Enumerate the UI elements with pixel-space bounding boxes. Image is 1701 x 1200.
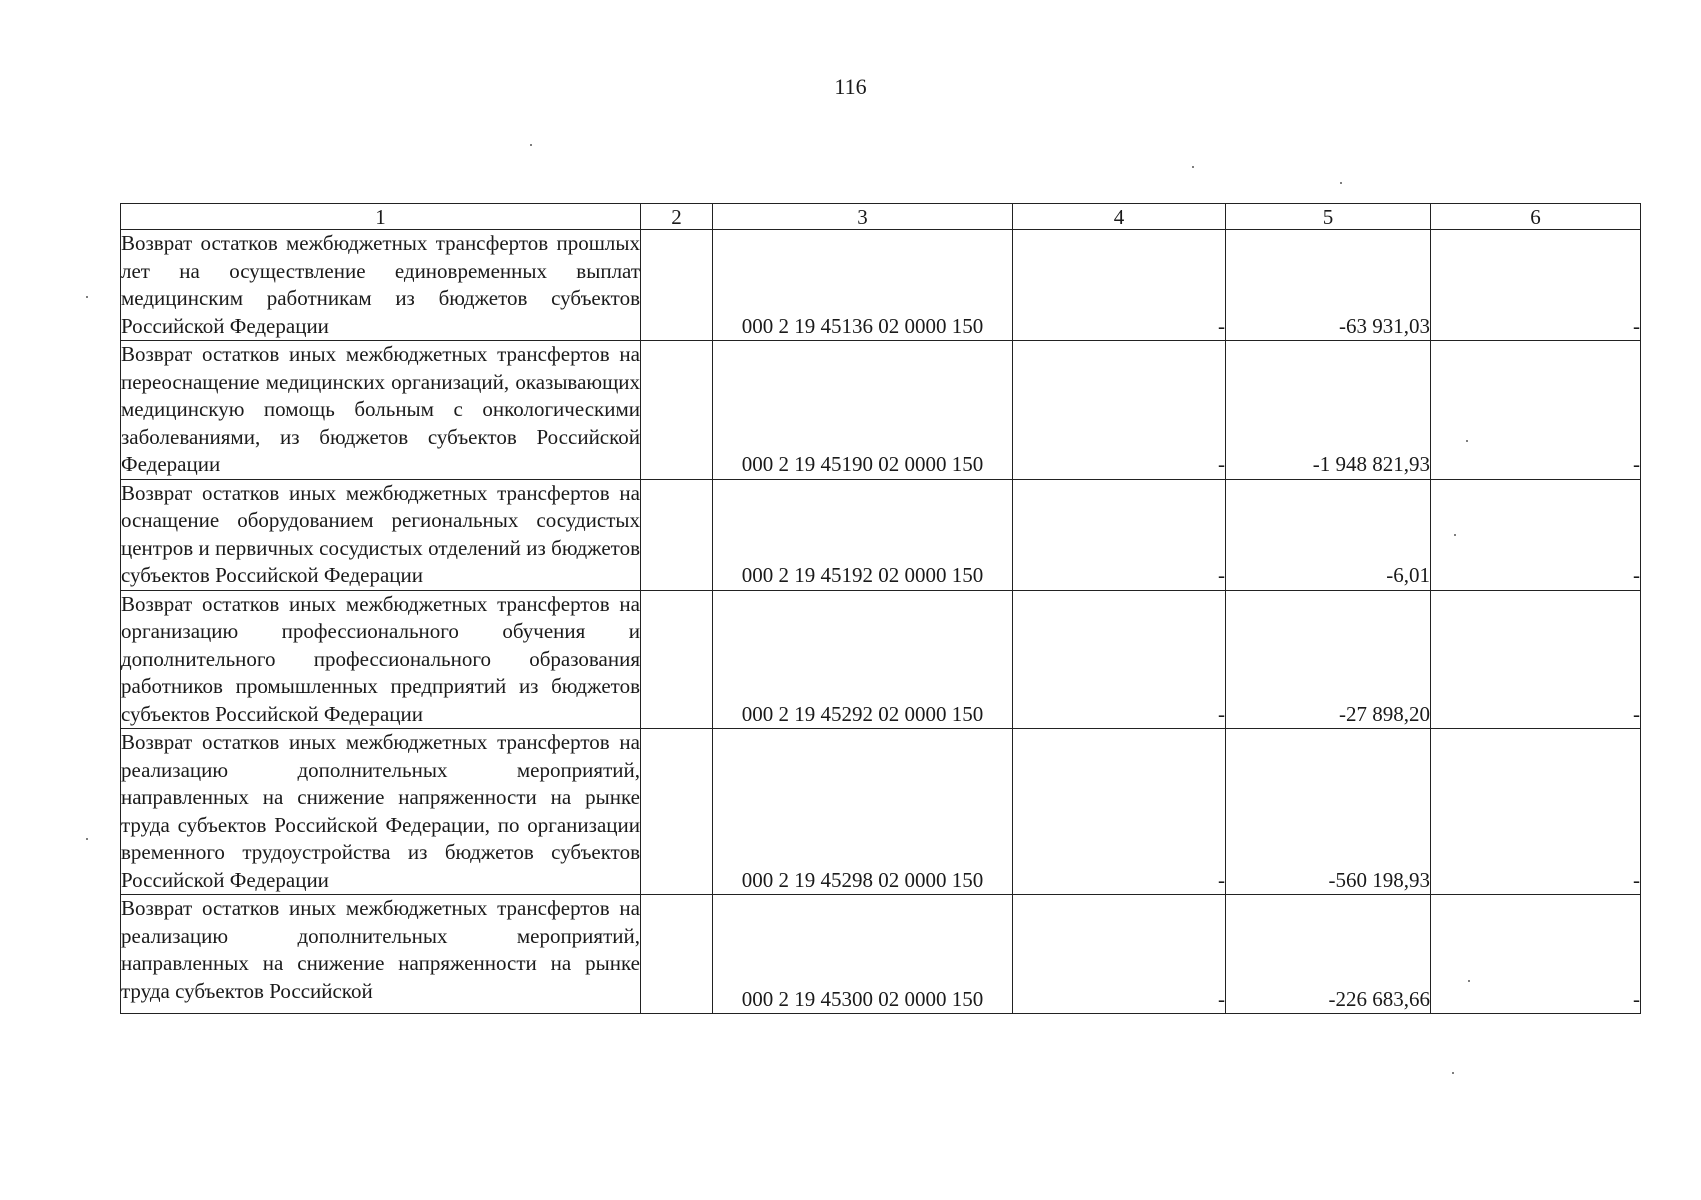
row-col4: - [1013, 341, 1226, 480]
column-header-2: 2 [641, 204, 713, 230]
row-col4: - [1013, 729, 1226, 895]
row-col6: - [1431, 341, 1641, 480]
row-col4: - [1013, 479, 1226, 590]
row-col6: - [1431, 895, 1641, 1014]
row-col2 [641, 479, 713, 590]
row-col6: - [1431, 590, 1641, 729]
column-header-5: 5 [1226, 204, 1431, 230]
row-col2 [641, 895, 713, 1014]
table-row [121, 729, 1641, 895]
scan-speck [530, 144, 532, 146]
scan-speck [1192, 166, 1194, 168]
row-code: 000 2 19 45298 02 0000 150 [713, 729, 1013, 895]
row-amount: -560 198,93 [1226, 729, 1431, 895]
row-description: Возврат остатков иных межбюджетных трансфертов на оснащение оборудованием региональных сосудистых центров и первичных сосудистых отделений из бюджетов субъектов Российской Федерации [121, 479, 641, 590]
row-col6: - [1431, 230, 1641, 341]
row-code: 000 2 19 45190 02 0000 150 [713, 341, 1013, 480]
row-col2 [641, 341, 713, 480]
row-amount: -226 683,66 [1226, 895, 1431, 1014]
table-row [121, 590, 1641, 729]
row-amount: -27 898,20 [1226, 590, 1431, 729]
budget-table [120, 203, 1641, 1014]
row-code: 000 2 19 45136 02 0000 150 [713, 230, 1013, 341]
column-header-3: 3 [713, 204, 1013, 230]
column-header-1: 1 [121, 204, 641, 230]
row-description: Возврат остатков межбюджетных трансфертов прошлых лет на осуществление единовременных выплат медицинским работникам из бюджетов субъектов Российской Федерации [121, 230, 641, 341]
row-code: 000 2 19 45300 02 0000 150 [713, 895, 1013, 1014]
row-amount: -63 931,03 [1226, 230, 1431, 341]
scan-speck [1468, 980, 1470, 982]
row-description: Возврат остатков иных межбюджетных трансфертов на организацию профессионального обучения и дополнительного профессионального образования работников промышленных предприятий из бюджетов субъектов Российской Федерации [121, 590, 641, 729]
column-number-row [121, 204, 1641, 230]
table-row [121, 895, 1641, 1014]
column-header-6: 6 [1431, 204, 1641, 230]
row-col2 [641, 729, 713, 895]
row-col2 [641, 230, 713, 341]
scan-speck [1454, 534, 1456, 536]
scan-speck [86, 296, 88, 298]
row-col6: - [1431, 729, 1641, 895]
row-amount: -6,01 [1226, 479, 1431, 590]
column-header-4: 4 [1013, 204, 1226, 230]
page-number: 116 [834, 74, 867, 99]
row-amount: -1 948 821,93 [1226, 341, 1431, 480]
row-description: Возврат остатков иных межбюджетных трансфертов на реализацию дополнительных мероприятий, направленных на снижение напряженности на рынке труда субъектов Российской Федерации, по организации временного трудоустройства из бюджетов субъектов Российской Федерации [121, 729, 641, 895]
row-code: 000 2 19 45192 02 0000 150 [713, 479, 1013, 590]
row-col4: - [1013, 895, 1226, 1014]
row-code: 000 2 19 45292 02 0000 150 [713, 590, 1013, 729]
row-col4: - [1013, 230, 1226, 341]
scan-speck [1466, 440, 1468, 442]
row-col2 [641, 590, 713, 729]
table-row [121, 341, 1641, 480]
scan-speck [1452, 1072, 1454, 1074]
row-description: Возврат остатков иных межбюджетных трансфертов на переоснащение медицинских организаций, оказывающих медицинскую помощь больным с онкологическими заболеваниями, из бюджетов субъектов Российской Федерации [121, 341, 641, 480]
scan-speck [86, 838, 88, 840]
row-col4: - [1013, 590, 1226, 729]
table-row [121, 479, 1641, 590]
scan-speck [1340, 182, 1342, 184]
table-row [121, 230, 1641, 341]
row-description: Возврат остатков иных межбюджетных трансфертов на реализацию дополнительных мероприятий, направленных на снижение напряженности на рынке труда субъектов Российской [121, 895, 641, 1014]
row-col6: - [1431, 479, 1641, 590]
